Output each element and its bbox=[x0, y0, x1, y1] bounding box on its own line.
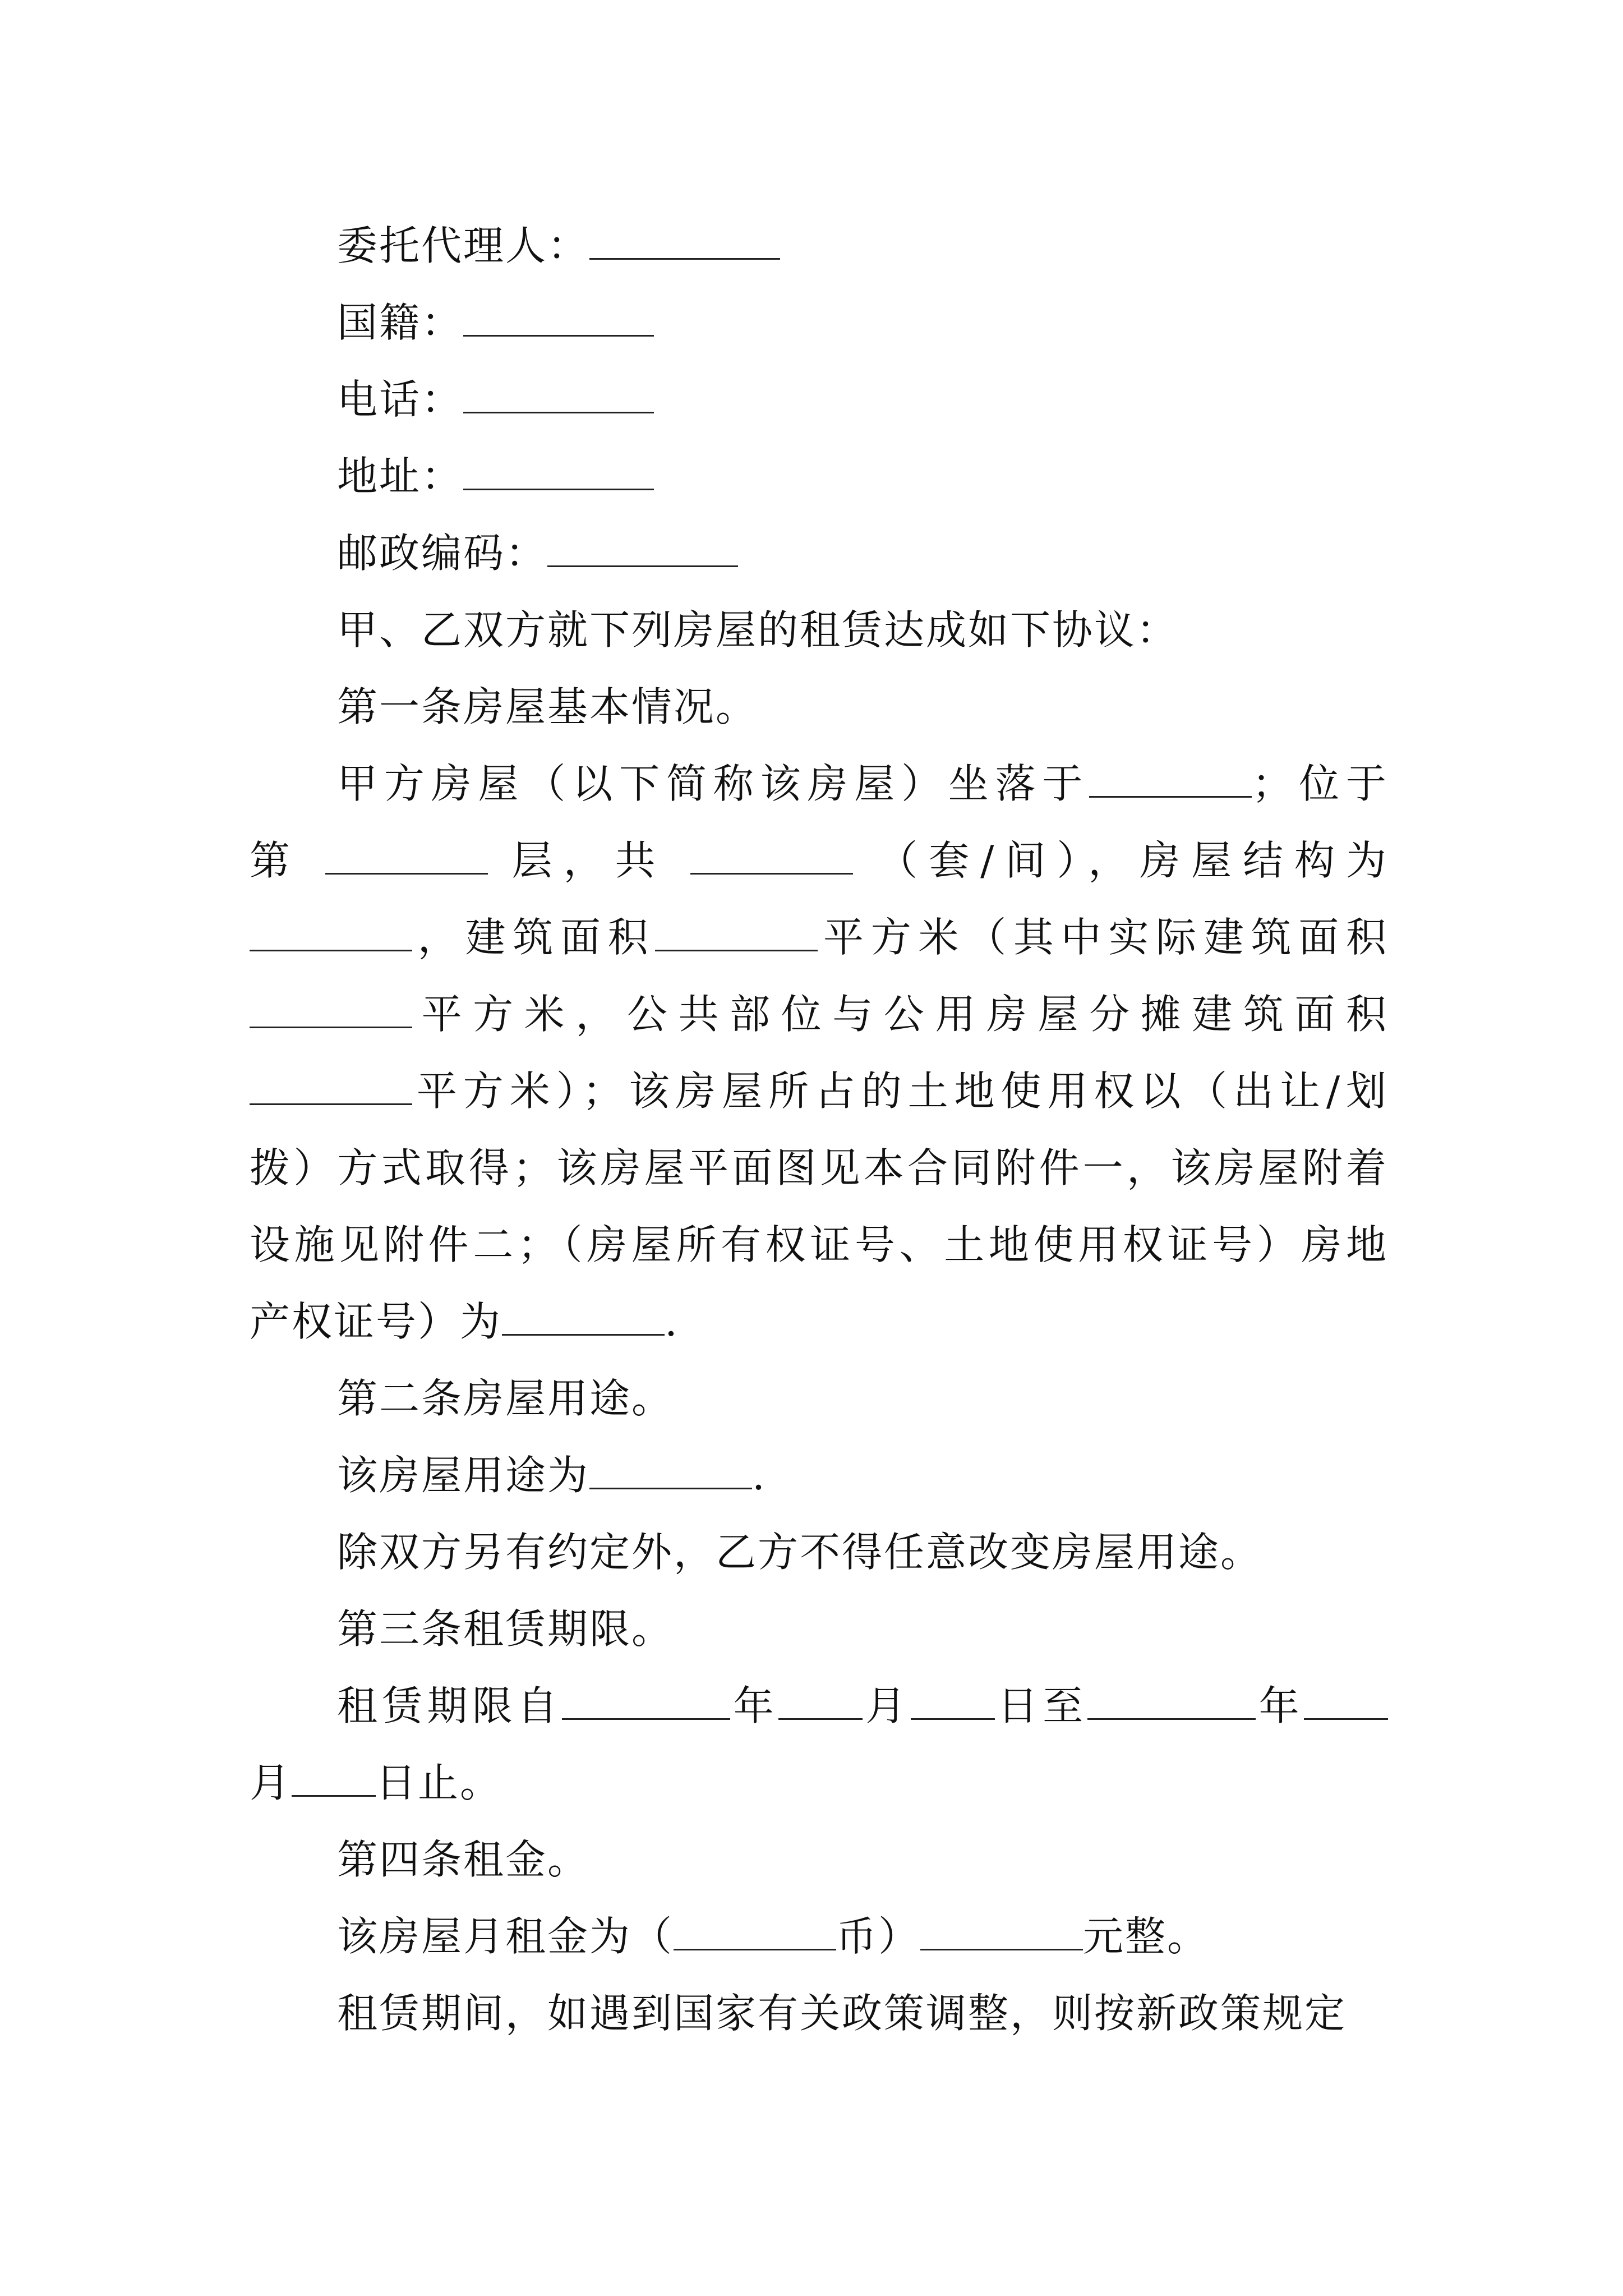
text: 租赁期间，如遇到国家有关政策调整，则按新政策规定 bbox=[337, 1990, 1347, 2037]
start-year-blank bbox=[562, 1714, 730, 1720]
text: 月 bbox=[250, 1759, 292, 1806]
article-3-line-1 bbox=[250, 1668, 1388, 1745]
end-day-blank bbox=[292, 1791, 376, 1797]
article-3-line-2 bbox=[250, 1745, 1388, 1821]
text: 层，共 bbox=[511, 837, 667, 884]
postcode-line bbox=[250, 515, 1388, 592]
text: 产权证号）为 bbox=[250, 1298, 502, 1345]
text: 年 bbox=[1256, 1682, 1304, 1729]
text: 元整。 bbox=[1083, 1913, 1210, 1960]
start-month-blank bbox=[778, 1714, 863, 1720]
article-1-line-5 bbox=[250, 1053, 1388, 1130]
article-1-line-6 bbox=[250, 1130, 1388, 1207]
article-2-title-text: 第二条房屋用途。 bbox=[337, 1375, 674, 1422]
nationality-line bbox=[250, 284, 1388, 361]
actual-area-blank bbox=[250, 1022, 412, 1028]
text: . bbox=[752, 1452, 767, 1499]
end-year-blank bbox=[1087, 1714, 1256, 1720]
article-4-line-1 bbox=[250, 1898, 1388, 1975]
article-2-line-2 bbox=[250, 1514, 1388, 1591]
phone-blank bbox=[463, 407, 654, 413]
rent-amount-blank bbox=[920, 1944, 1083, 1950]
article-1-line-3 bbox=[250, 899, 1388, 976]
end-month-blank-a bbox=[1304, 1714, 1388, 1720]
phone-label: 电话： bbox=[337, 376, 464, 423]
floor-area-blank bbox=[655, 945, 818, 951]
text: 该房屋月租金为（ bbox=[337, 1913, 674, 1960]
text: 租赁期限自 bbox=[337, 1682, 562, 1729]
address-line bbox=[250, 438, 1388, 515]
text: （套/间），房屋结构为 bbox=[877, 837, 1388, 884]
article-3-title bbox=[250, 1591, 1388, 1668]
postcode-blank bbox=[547, 561, 738, 567]
text: 甲方房屋（以下简称该房屋）坐落于 bbox=[337, 760, 1090, 807]
article-1-line-2 bbox=[250, 822, 1388, 899]
text: 平方米（其中实际建筑面积 bbox=[818, 914, 1388, 961]
agent-blank bbox=[589, 254, 780, 260]
text: 平方米，公共部位与公用房屋分摊建筑面积 bbox=[412, 991, 1388, 1038]
article-1-line-4 bbox=[250, 976, 1388, 1053]
article-1-line-8 bbox=[250, 1283, 1388, 1360]
agreement-line bbox=[250, 592, 1388, 669]
text: 日至 bbox=[994, 1682, 1088, 1729]
text: 币） bbox=[836, 1913, 921, 1960]
article-4-line-2 bbox=[250, 1975, 1388, 2052]
text: ；位于 bbox=[1252, 760, 1388, 807]
agent-line bbox=[250, 208, 1388, 284]
article-2-title bbox=[250, 1360, 1388, 1437]
currency-blank bbox=[674, 1944, 836, 1950]
structure-blank bbox=[250, 945, 412, 951]
article-1-title-text: 第一条房屋基本情况。 bbox=[337, 683, 758, 730]
text: 拨）方式取得；该房屋平面图见本合同附件一，该房屋附着 bbox=[250, 1144, 1388, 1191]
text: 设施见附件二；（房屋所有权证号、土地使用权证号）房地 bbox=[250, 1221, 1388, 1268]
agent-label: 委托代理人： bbox=[337, 222, 590, 269]
text: 该房屋用途为 bbox=[337, 1452, 590, 1499]
postcode-label: 邮政编码： bbox=[337, 530, 548, 577]
floor-blank bbox=[325, 868, 488, 875]
phone-line bbox=[250, 361, 1388, 438]
article-3-title-text: 第三条租赁期限。 bbox=[337, 1605, 674, 1653]
text: 除双方另有约定外，乙方不得任意改变房屋用途。 bbox=[337, 1529, 1263, 1576]
address-blank bbox=[463, 484, 654, 490]
article-1-line-7 bbox=[250, 1207, 1388, 1283]
text: 月 bbox=[862, 1682, 911, 1729]
article-1-title bbox=[250, 669, 1388, 746]
text: 第 bbox=[250, 837, 301, 884]
text: . bbox=[665, 1298, 679, 1345]
usage-blank bbox=[589, 1483, 752, 1489]
address-label: 地址： bbox=[337, 453, 464, 500]
article-1-line-1 bbox=[250, 746, 1388, 822]
units-blank bbox=[690, 868, 853, 875]
contract-body bbox=[250, 208, 1388, 2052]
article-4-title-text: 第四条租金。 bbox=[337, 1836, 590, 1883]
nationality-label: 国籍： bbox=[337, 299, 464, 346]
text: 日止。 bbox=[376, 1759, 502, 1806]
text: ，建筑面积 bbox=[412, 914, 656, 961]
shared-area-blank bbox=[250, 1099, 412, 1105]
article-2-line-1 bbox=[250, 1437, 1388, 1514]
article-4-title bbox=[250, 1821, 1388, 1898]
nationality-blank bbox=[463, 330, 654, 337]
start-day-blank bbox=[911, 1714, 995, 1720]
location-blank bbox=[1089, 792, 1252, 798]
text: 年 bbox=[730, 1682, 778, 1729]
text: 平方米）；该房屋所占的土地使用权以（出让/划 bbox=[412, 1068, 1388, 1115]
agreement-text: 甲、乙双方就下列房屋的租赁达成如下协议： bbox=[337, 606, 1179, 654]
certificate-blank bbox=[502, 1329, 665, 1336]
